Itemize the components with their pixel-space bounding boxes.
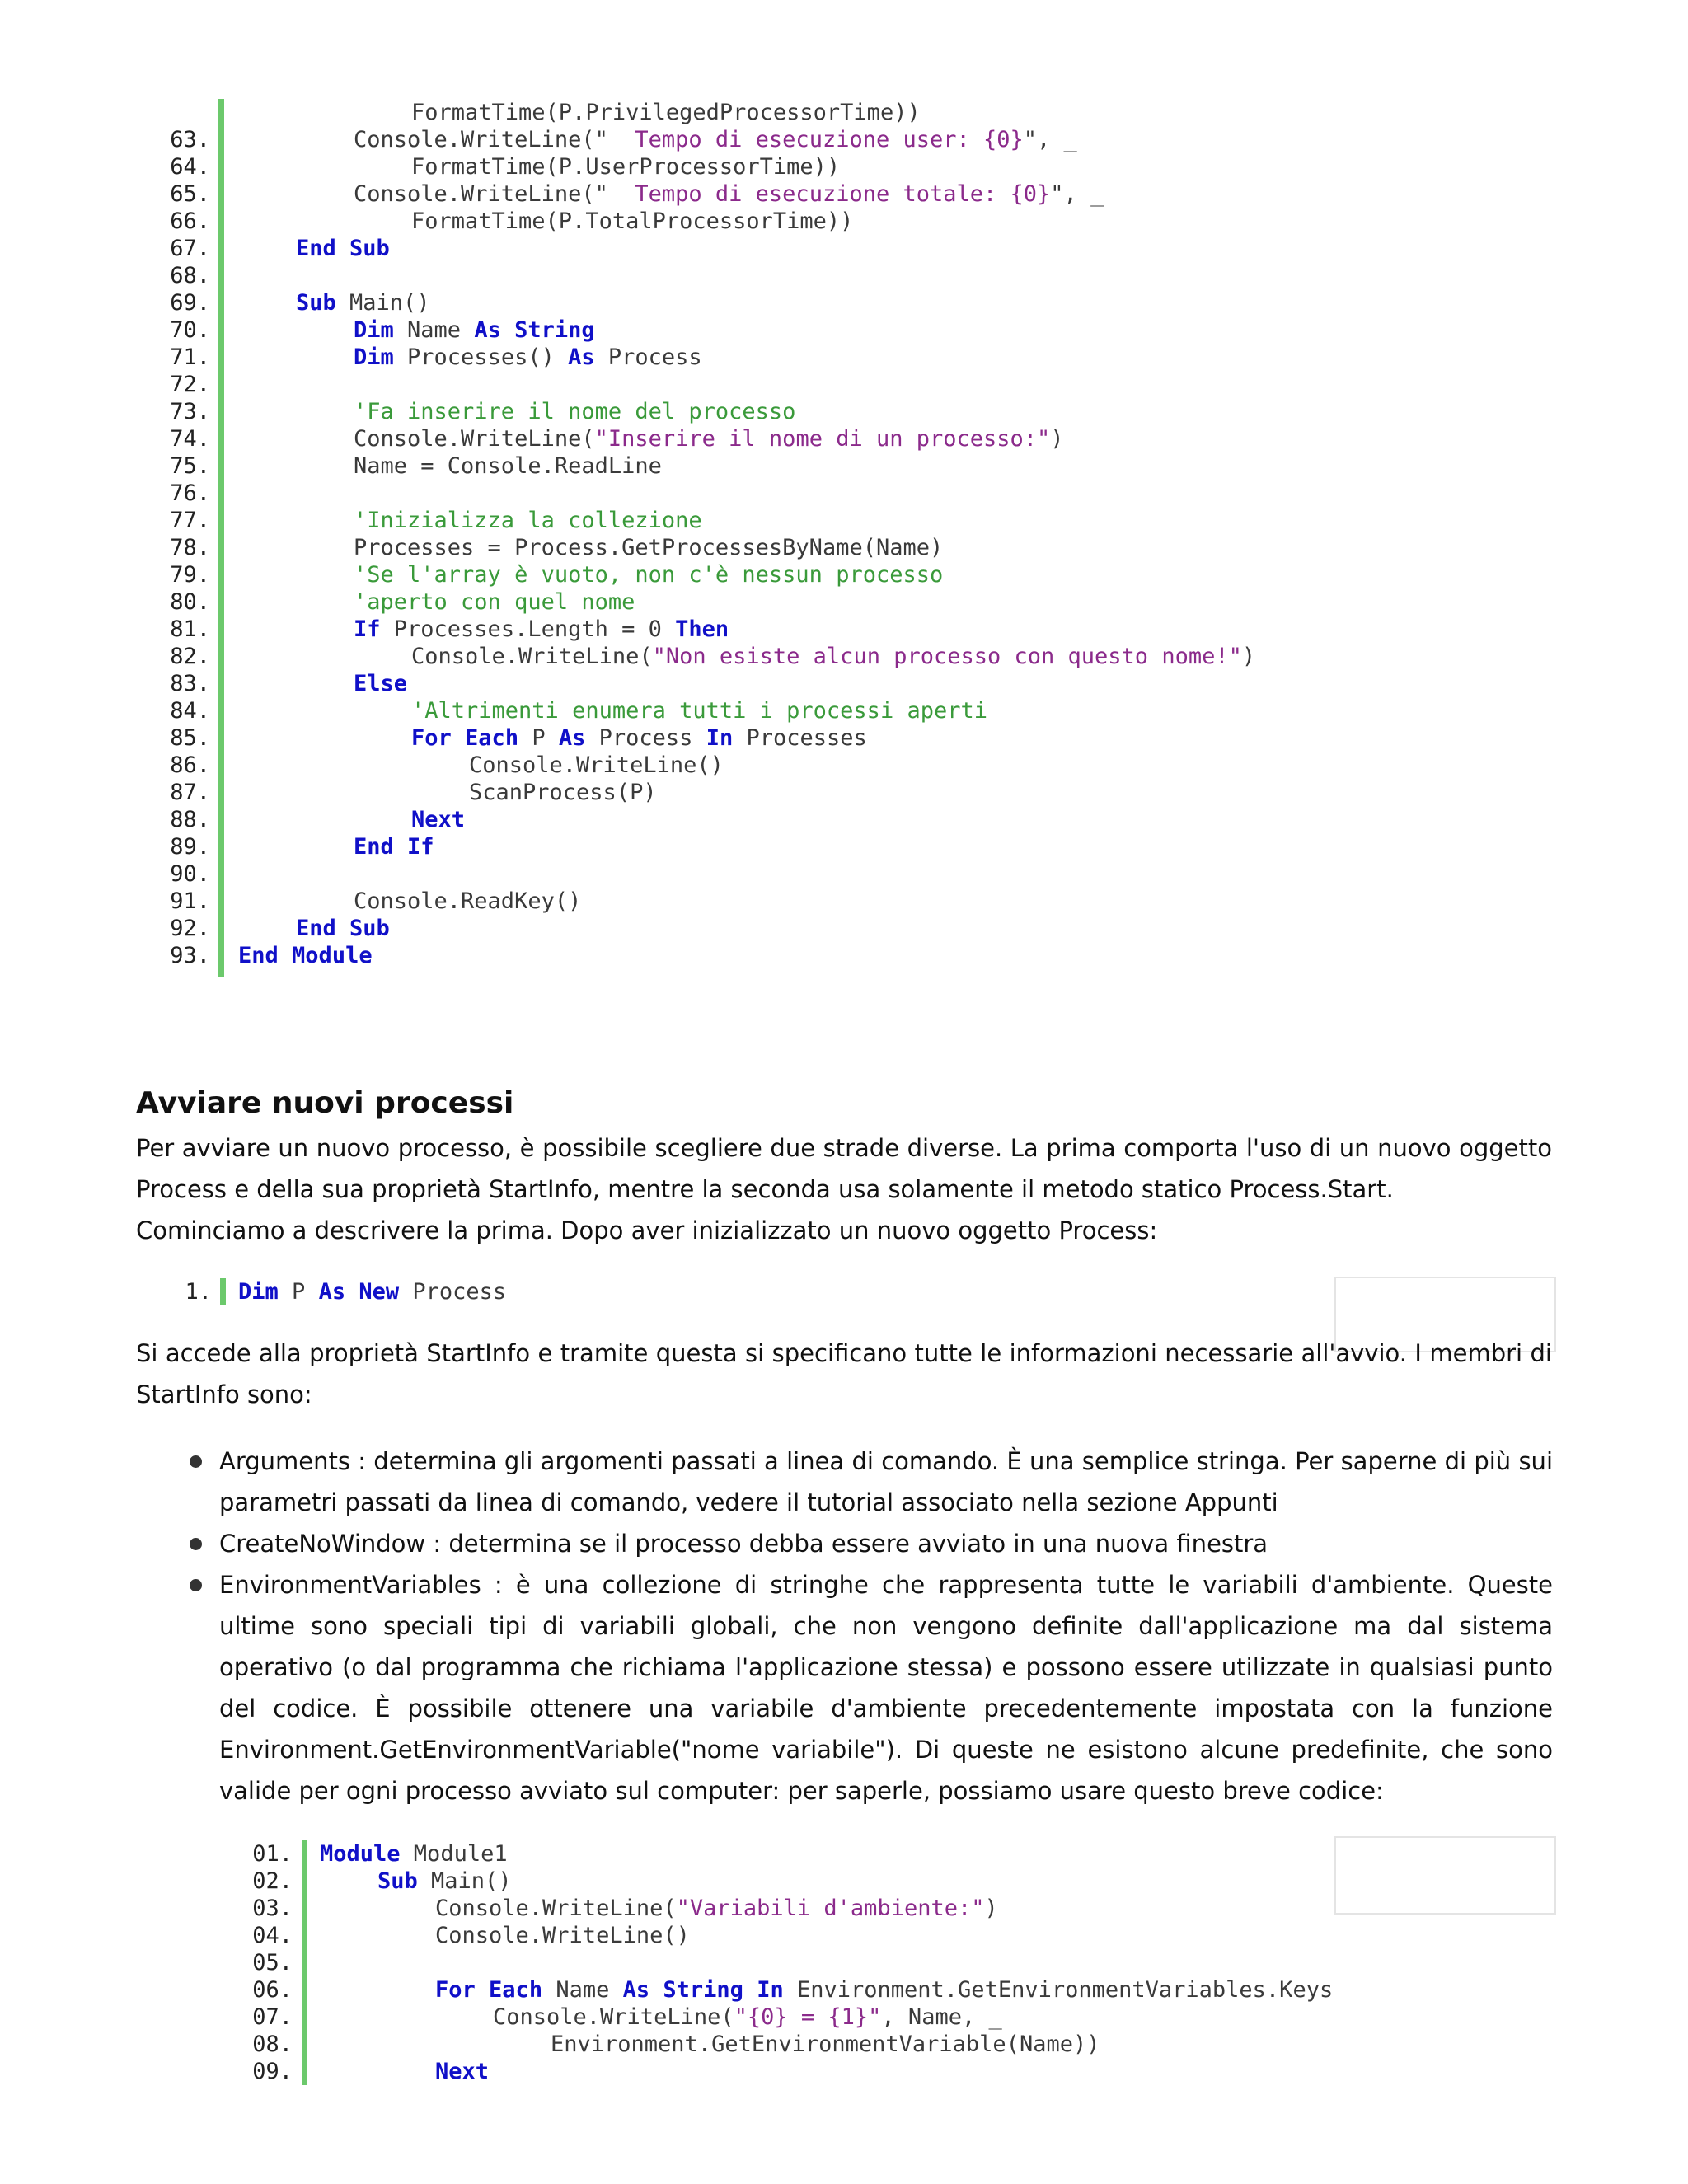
code-token: Name = Console.ReadLine [354, 453, 662, 479]
code-token: , Name, _ [881, 2004, 1002, 2030]
line-number: 89. [170, 834, 210, 860]
code-line [124, 371, 1442, 398]
code-text [238, 1278, 506, 1305]
code-line [165, 1278, 1319, 1305]
line-number: 81. [170, 616, 210, 642]
code-line [124, 425, 1442, 452]
code-token: Environment.GetEnvironmentVariables.Keys [783, 1977, 1334, 2003]
line-number: 83. [170, 671, 210, 696]
code-text [377, 1868, 512, 1895]
code-line [247, 1976, 1484, 2004]
code-token: Environment.GetEnvironmentVariable(Name)) [551, 2032, 1100, 2057]
code-line [247, 1922, 1484, 1949]
code-string: "Variabili d'ambiente:" [676, 1896, 985, 1921]
code-text [469, 752, 724, 779]
list-item [190, 1441, 1553, 1523]
code-keyword: As [318, 1279, 346, 1305]
line-number: 03. [252, 1896, 293, 1921]
code-keyword: Else [354, 671, 408, 696]
code-keyword: Each [465, 725, 519, 751]
line-number: 74. [170, 426, 210, 452]
code-keyword: Module [320, 1841, 401, 1867]
code-keyword: For [435, 1977, 476, 2003]
code-token [649, 1977, 663, 2003]
line-number: 66. [170, 209, 210, 234]
code-comment: 'Se l'array è vuoto, non c'è nessun processo [354, 562, 944, 588]
code-keyword: Next [435, 2059, 490, 2084]
code-text [411, 697, 987, 724]
code-line [124, 99, 1442, 126]
code-text [354, 833, 434, 860]
section-heading: Avviare nuovi processi [136, 1086, 514, 1120]
code-token: Name [542, 1977, 623, 2003]
code-token [345, 1279, 359, 1305]
code-line [124, 888, 1442, 915]
code-token: Console.WriteLine(" [354, 181, 608, 207]
code-token: Processes() [393, 344, 569, 370]
code-line [247, 2058, 1484, 2085]
list-item-text: EnvironmentVariables : è una collezione di stringhe che rappresenta tutte le variabili d'ambiente. Queste ultime sono speciali tipi di variabili globali, che non vengono definite dall'applicazione ma dal sistema operativo (o dal programma che richiama l'applicazione stessa) e possono essere utilizzate in qualsiasi punto del codice. È possibile ottenere una variabile d'ambiente precedentemente impostata con la funzione Environment.GetEnvironmentVariable("nome variabile"). Di queste ne esistono alcune predefinite, che sono valide per ogni processo avviato sul computer: per saperle, possiamo usare questo breve codice: [219, 1571, 1553, 1805]
code-keyword: Next [411, 807, 466, 832]
line-number: 85. [170, 725, 210, 751]
code-token: Console.WriteLine( [493, 2004, 734, 2030]
line-number: 73. [170, 399, 210, 424]
code-string: Tempo di esecuzione totale: {0} [607, 181, 1051, 207]
code-line [124, 534, 1442, 561]
line-number: 68. [170, 263, 210, 288]
code-token: Console.WriteLine( [411, 644, 653, 669]
code-line [247, 1895, 1484, 1922]
code-token: Name [393, 317, 475, 343]
code-string: "{0} = {1}" [734, 2004, 882, 2030]
code-keyword: String [514, 317, 595, 343]
code-text [411, 643, 1255, 670]
code-text [354, 534, 943, 561]
code-line [124, 507, 1442, 534]
line-number: 07. [252, 2004, 293, 2030]
code-keyword: As [474, 317, 501, 343]
code-string: "Inserire il nome di un processo:" [594, 426, 1051, 452]
line-number: 06. [252, 1977, 293, 2003]
code-text [354, 425, 1064, 452]
code-keyword: In [706, 725, 734, 751]
code-text [296, 235, 390, 262]
code-line [124, 697, 1442, 724]
code-keyword: Sub [349, 236, 390, 261]
code-token [501, 317, 514, 343]
code-token: Module1 [400, 1841, 508, 1867]
code-block-scanprocess [124, 99, 1442, 977]
code-line [247, 1868, 1484, 1895]
code-text [493, 2004, 1002, 2031]
code-block-environment-variables [247, 1840, 1484, 2085]
startinfo-intro: Si accede alla proprietà StartInfo e tramite questa si specificano tutte le informazioni necessarie all'avvio. I membri di StartInfo sono: [136, 1339, 1552, 1408]
line-number: 87. [170, 780, 210, 805]
line-number: 84. [170, 698, 210, 724]
code-keyword: Sub [377, 1868, 418, 1894]
line-number: 1. [185, 1279, 212, 1305]
bullet-icon [190, 1455, 202, 1468]
code-keyword: As [622, 1977, 650, 2003]
code-line [124, 153, 1442, 180]
line-number: 93. [170, 943, 210, 968]
code-token [336, 236, 349, 261]
code-keyword: If [354, 616, 381, 642]
line-number: 82. [170, 644, 210, 669]
line-number: 08. [252, 2032, 293, 2057]
code-keyword: End [296, 236, 336, 261]
code-keyword: For [411, 725, 452, 751]
code-text [551, 2031, 1100, 2058]
line-number: 04. [252, 1923, 293, 1948]
list-item-text: CreateNoWindow : determina se il processo debba essere avviato in una nuova finestra [219, 1530, 1268, 1558]
code-line [124, 126, 1442, 153]
code-line [124, 724, 1442, 752]
code-text [411, 724, 867, 752]
code-text [354, 180, 1104, 208]
line-number: 71. [170, 344, 210, 370]
code-keyword: Sub [296, 290, 336, 316]
line-number: 75. [170, 453, 210, 479]
code-token: Console.WriteLine() [469, 752, 724, 778]
list-item-text: Arguments : determina gli argomenti passati a linea di comando. È una semplice stringa. Per saperne di più sui parametri passati da linea di comando, vedere il tutorial associato nella sezione Appunti [219, 1447, 1553, 1516]
code-token: FormatTime(P.PrivilegedProcessorTime)) [411, 100, 921, 125]
code-string: "Non esiste alcun processo con questo nome!" [652, 644, 1242, 669]
code-token: ) [984, 1896, 998, 1921]
code-line [124, 779, 1442, 806]
code-line [124, 860, 1442, 888]
code-text [354, 126, 1077, 153]
code-keyword: Dim [354, 317, 394, 343]
code-token: Processes.Length = 0 [380, 616, 676, 642]
code-text [296, 915, 390, 942]
code-token: Process [585, 725, 706, 751]
code-comment: 'Altrimenti enumera tutti i processi aperti [411, 698, 987, 724]
line-number: 80. [170, 589, 210, 615]
line-number: 88. [170, 807, 210, 832]
code-line [124, 235, 1442, 262]
code-line [124, 915, 1442, 942]
code-line [247, 1949, 1484, 1976]
code-text [411, 99, 921, 126]
code-line [124, 398, 1442, 425]
line-number: 79. [170, 562, 210, 588]
line-number: 09. [252, 2059, 293, 2084]
code-token: Process [594, 344, 702, 370]
line-number: 91. [170, 888, 210, 914]
code-token: ", _ [1023, 127, 1077, 152]
code-keyword: End [238, 943, 279, 968]
code-line [124, 806, 1442, 833]
code-text [411, 208, 853, 235]
code-keyword: As [558, 725, 586, 751]
code-keyword: If [407, 834, 434, 860]
code-token: Processes = Process.GetProcessesByName(Name) [354, 535, 944, 560]
code-token: ScanProcess(P) [469, 780, 657, 805]
line-number: 64. [170, 154, 210, 180]
code-token: FormatTime(P.UserProcessorTime)) [411, 154, 841, 180]
code-line [124, 180, 1442, 208]
code-comment: 'Inizializza la collezione [354, 508, 702, 533]
code-line [124, 344, 1442, 371]
code-block-new-process [165, 1278, 1319, 1305]
code-token: ) [1241, 644, 1256, 669]
code-token: Console.WriteLine() [435, 1923, 690, 1948]
code-keyword: New [359, 1279, 400, 1305]
line-number: 65. [170, 181, 210, 207]
line-number: 72. [170, 372, 210, 397]
code-line [124, 833, 1442, 860]
code-token [336, 916, 349, 941]
code-text [354, 888, 581, 915]
code-keyword: Module [292, 943, 373, 968]
code-token: ) [1050, 426, 1064, 452]
bullet-icon [190, 1538, 202, 1550]
code-text [435, 1922, 690, 1949]
code-text [354, 561, 943, 588]
code-line [124, 670, 1442, 697]
code-text [354, 398, 795, 425]
intro-paragraph-1: Per avviare un nuovo processo, è possibile scegliere due strade diverse. La prima comporta l'uso di un nuovo oggetto Process e della sua proprietà StartInfo, mentre la seconda usa solamente il metodo statico Process.Start. [136, 1134, 1552, 1203]
line-number: 70. [170, 317, 210, 343]
code-line [247, 2004, 1484, 2031]
code-line [124, 452, 1442, 480]
code-text [435, 1895, 998, 1922]
code-text [320, 1840, 508, 1868]
list-item [190, 1564, 1553, 1811]
code-text [435, 2058, 489, 2085]
code-keyword: Sub [349, 916, 390, 941]
code-line [247, 2031, 1484, 2058]
code-token: Console.WriteLine( [435, 1896, 677, 1921]
line-number: 69. [170, 290, 210, 316]
code-line [124, 480, 1442, 507]
line-number: 63. [170, 127, 210, 152]
line-number: 01. [252, 1841, 293, 1867]
line-number: 76. [170, 480, 210, 506]
bullet-icon [190, 1579, 202, 1591]
code-keyword: In [757, 1977, 784, 2003]
startinfo-members-list [190, 1441, 1553, 1811]
code-comment: 'aperto con quel nome [354, 589, 635, 615]
line-number: 78. [170, 535, 210, 560]
code-text [354, 670, 407, 697]
code-token: Main() [417, 1868, 512, 1894]
code-line [124, 289, 1442, 316]
code-line [124, 942, 1442, 969]
code-token [279, 943, 292, 968]
code-token: Processes [733, 725, 867, 751]
code-line [124, 561, 1442, 588]
intro-text [136, 1127, 1552, 1251]
code-text [354, 507, 702, 534]
line-number: 77. [170, 508, 210, 533]
code-text [469, 779, 657, 806]
code-line [124, 262, 1442, 289]
line-number: 05. [252, 1950, 293, 1975]
line-number: 86. [170, 752, 210, 778]
code-keyword: Each [489, 1977, 543, 2003]
code-token: P [278, 1279, 319, 1305]
code-string: Tempo di esecuzione user: {0} [607, 127, 1024, 152]
code-text [435, 1976, 1333, 2004]
code-text [238, 942, 373, 969]
code-text [354, 316, 595, 344]
code-token [476, 1977, 489, 2003]
code-text [354, 344, 702, 371]
code-token: Console.ReadKey() [354, 888, 582, 914]
code-line [124, 588, 1442, 616]
code-text [296, 289, 430, 316]
line-number: 90. [170, 861, 210, 887]
line-number: 67. [170, 236, 210, 261]
code-text [354, 452, 662, 480]
code-comment: 'Fa inserire il nome del processo [354, 399, 796, 424]
line-number: 92. [170, 916, 210, 941]
code-line [124, 643, 1442, 670]
code-keyword: String [663, 1977, 743, 2003]
list-item [190, 1523, 1553, 1564]
line-number: 02. [252, 1868, 293, 1894]
code-keyword: As [568, 344, 595, 370]
code-line [124, 752, 1442, 779]
code-line [124, 616, 1442, 643]
code-text [411, 153, 840, 180]
code-line [124, 208, 1442, 235]
code-token: Console.WriteLine(" [354, 127, 608, 152]
copy-code-button[interactable] [1334, 1836, 1556, 1915]
code-token: ", _ [1050, 181, 1104, 207]
code-keyword: End [296, 916, 336, 941]
code-keyword: Dim [354, 344, 394, 370]
code-token [452, 725, 465, 751]
code-token: Main() [335, 290, 430, 316]
code-token [394, 834, 407, 860]
code-token: FormatTime(P.TotalProcessorTime)) [411, 209, 854, 234]
code-token: P [518, 725, 559, 751]
code-text [411, 806, 465, 833]
code-text [354, 616, 729, 643]
intro-paragraph-2: Cominciamo a descrivere la prima. Dopo aver inizializzato un nuovo oggetto Process: [136, 1216, 1158, 1244]
code-line [247, 1840, 1484, 1868]
code-token: Console.WriteLine( [354, 426, 595, 452]
code-keyword: Dim [238, 1279, 279, 1305]
code-token [743, 1977, 757, 2003]
code-line [124, 316, 1442, 344]
code-text [354, 588, 635, 616]
code-keyword: Then [675, 616, 729, 642]
code-token: Process [399, 1279, 507, 1305]
code-keyword: End [354, 834, 394, 860]
